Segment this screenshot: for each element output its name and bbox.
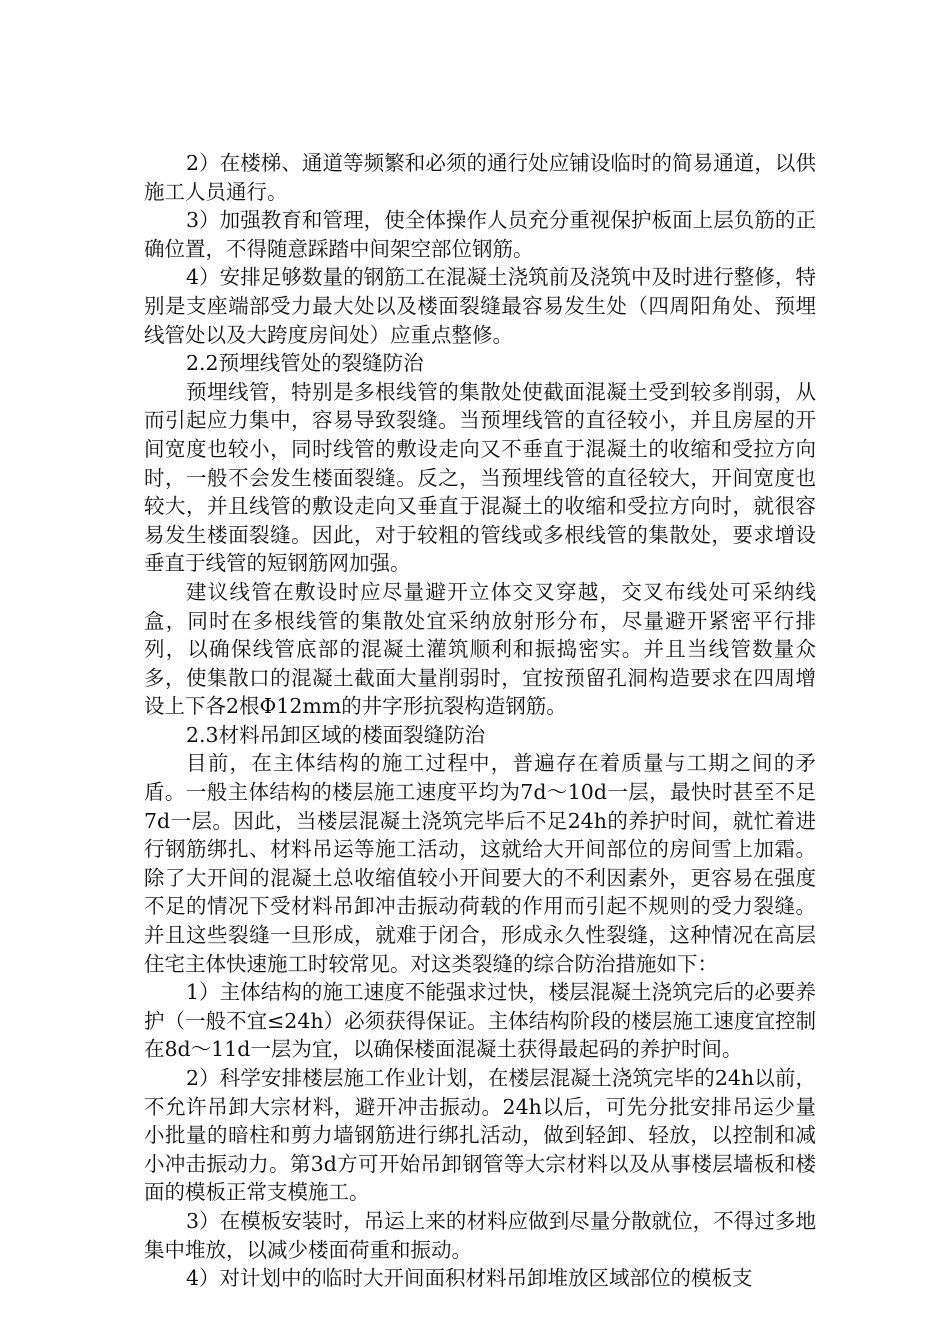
paragraph-item-4: 4）安排足够数量的钢筋工在混凝土浇筑前及浇筑中及时进行整修，特别是支座端部受力最大处以及楼面裂缝最容易发生处（四周阳角处、预埋线管处以及大跨度房间处）应重点整修。	[144, 265, 816, 347]
paragraph-conduit-advice: 建议线管在敷设时应尽量避开立体交叉穿越，交叉布线处可采纳线盒，同时在多根线管的集散处宜采纳放射形分布，尽量避开紧密平行排列，以确保线管底部的混凝土灌筑顺利和振捣密实。并且当线管数量众多，使集散口的混凝土截面大量削弱时，宜按预留孔洞构造要求在四周增设上下各2根Φ12mm的井字形抗裂构造钢筋。	[144, 579, 816, 719]
section-heading-2-2: 2.2预埋线管处的裂缝防治	[186, 351, 424, 376]
paragraph-measure-1: 1）主体结构的施工速度不能强求过快，楼层混凝土浇筑完后的必要养护（一般不宜≤24h）必须获得保证。主体结构阶段的楼层施工速度宜控制在8d～11d一层为宜，以确保楼面混凝土获得最起码的养护时间。	[144, 980, 816, 1062]
body-text	[144, 149, 816, 1293]
paragraph-item-2: 2）在楼梯、通道等频繁和必须的通行处应铺设临时的简易通道，以供施工人员通行。	[144, 151, 816, 204]
paragraph-measure-4: 4）对计划中的临时大开间面积材料吊卸堆放区域部位的模板支	[186, 1266, 753, 1291]
paragraph-material-hoisting: 目前，在主体结构的施工过程中，普遍存在着质量与工期之间的矛盾。一般主体结构的楼层施工速度平均为7d～10d一层，最快时甚至不足7d一层。因此，当楼层混凝土浇筑完毕后不足24h的养护时间，就忙着进行钢筋绑扎、材料吊运等施工活动，这就给大开间部位的房间雪上加霜。除了大开间的混凝土总收缩值较小开间要大的不利因素外，更容易在强度不足的情况下受材料吊卸冲击振动荷载的作用而引起不规则的受力裂缝。并且这些裂缝一旦形成，就难于闭合，形成永久性裂缝，这种情况在高层住宅主体快速施工时较常见。对这类裂缝的综合防治措施如下：	[144, 751, 816, 976]
paragraph-item-3: 3）加强教育和管理，使全体操作人员充分重视保护板面上层负筋的正确位置，不得随意踩踏中间架空部位钢筋。	[144, 208, 816, 261]
section-heading-2-3: 2.3材料吊卸区域的楼面裂缝防治	[186, 722, 486, 747]
paragraph-measure-3: 3）在模板安装时，吊运上来的材料应做到尽量分散就位，不得过多地集中堆放，以减少楼面荷重和振动。	[144, 1208, 816, 1262]
paragraph-measure-2: 2）科学安排楼层施工作业计划，在楼层混凝土浇筑完毕的24h以前，不允许吊卸大宗材料，避开冲击振动。24h以后，可先分批安排吊运少量小批量的暗柱和剪力墙钢筋进行绑扎活动，做到轻卸、轻放，以控制和减小冲击振动力。第3d方可开始吊卸钢管等大宗材料以及从事楼层墙板和楼面的模板正常支模施工。	[144, 1066, 816, 1205]
paragraph-conduit-cracks: 预埋线管，特别是多根线管的集散处使截面混凝土受到较多削弱，从而引起应力集中，容易导致裂缝。当预埋线管的直径较小，并且房屋的开间宽度也较小，同时线管的敷设走向又不垂直于混凝土的收缩和受拉方向时，一般不会发生楼面裂缝。反之，当预埋线管的直径较大，开间宽度也较大，并且线管的敷设走向又垂直于混凝土的收缩和受拉方向时，就很容易发生楼面裂缝。因此，对于较粗的管线或多根线管的集散处，要求增设垂直于线管的短钢筋网加强。	[144, 379, 816, 576]
